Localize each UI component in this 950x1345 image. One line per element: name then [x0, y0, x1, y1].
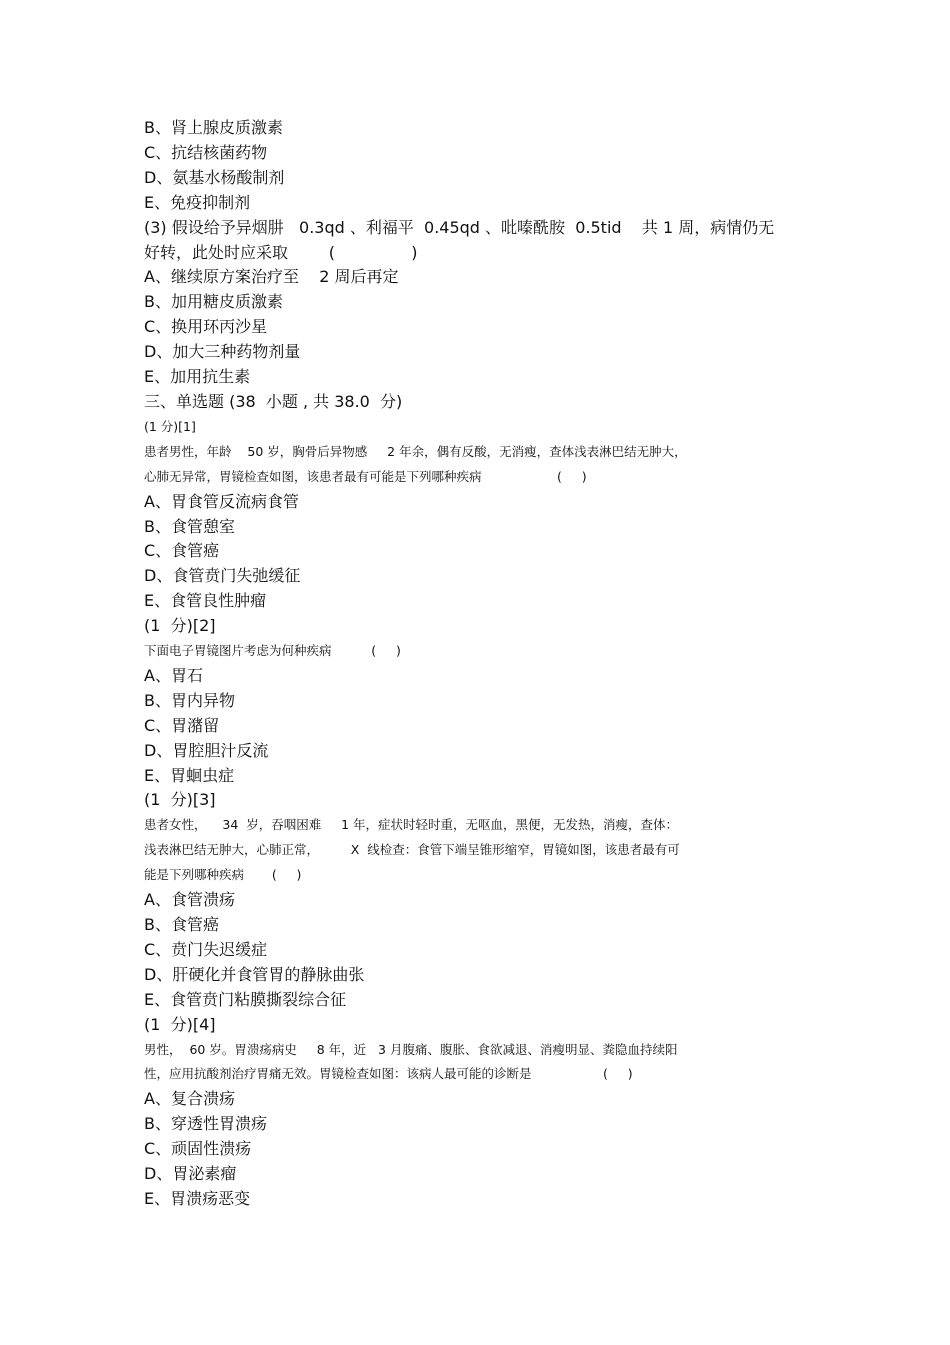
section-title: 三、单选题 (38 小题 , 共 38.0 分) [144, 391, 403, 411]
question-1 [144, 415, 824, 614]
question-stem: 患者女性， 34 岁，吞咽困难 1 年，症状时轻时重，无呕血，黑便，无发热，消瘦，查体： [144, 817, 679, 833]
option-d: D、氨基水杨酸制剂 [144, 167, 285, 187]
question-header: (1 分)[3] [144, 790, 216, 810]
question-3 [144, 788, 824, 1012]
question-stem: 男性， 60 岁。胃溃疡病史 8 年，近 3 月腹痛、腹胀、食欲减退、消瘦明显、粪隐血持续阳 [144, 1041, 678, 1057]
option-a: A、食管溃疡 [144, 890, 235, 910]
question-header: (1 分)[2] [144, 616, 216, 636]
question-stem: 患者男性，年龄 50 岁，胸骨后异物感 2 年余，偶有反酸，无消瘦，查体浅表淋巴结无肿大， [144, 443, 687, 459]
option-c: C、胃潴留 [144, 715, 220, 735]
option-e: E、加用抗生素 [144, 367, 251, 387]
prev-question-options [144, 116, 824, 216]
option-d: D、食管贲门失弛缓征 [144, 566, 301, 586]
option-d: D、胃腔胆汁反流 [144, 740, 269, 760]
option-a: A、胃石 [144, 665, 203, 685]
option-b: B、穿透性胃溃疡 [144, 1114, 267, 1134]
question-stem: 好转，此处时应采取 ( ) [144, 242, 418, 262]
option-d: D、肝硬化并食管胃的静脉曲张 [144, 964, 365, 984]
option-b: B、加用糖皮质激素 [144, 292, 283, 312]
option-d: D、加大三种药物剂量 [144, 342, 301, 362]
option-e: E、胃溃疡恶变 [144, 1188, 251, 1208]
option-a: A、复合溃疡 [144, 1089, 235, 1109]
question-2 [144, 614, 824, 788]
option-e: E、食管良性肿瘤 [144, 591, 267, 611]
option-e: E、胃蛔虫症 [144, 765, 235, 785]
question-header: (1 分)[4] [144, 1014, 216, 1034]
question-4 [144, 1013, 824, 1212]
question-stem: (3) 假设给予异烟肼 0.3qd 、利福平 0.45qd 、吡嗪酰胺 0.5tid 共 1 周，病情仍无 [144, 217, 775, 237]
option-b: B、胃内异物 [144, 690, 235, 710]
option-b: B、食管憩室 [144, 516, 235, 536]
option-c: C、贲门失迟缓症 [144, 939, 268, 959]
question-stem: 下面电子胃镜图片考虑为何种疾病 ( ) [144, 643, 401, 659]
option-e: E、免疫抑制剂 [144, 192, 251, 212]
option-c: C、食管癌 [144, 541, 220, 561]
question-stem: 心肺无异常，胃镜检查如图，该患者最有可能是下列哪种疾病 ( ) [144, 468, 587, 484]
question-stem: 性，应用抗酸剂治疗胃痛无效。胃镜检查如图：该病人最可能的诊断是 ( ) [144, 1066, 633, 1082]
option-c: C、顽固性溃疡 [144, 1139, 252, 1159]
option-a: A、继续原方案治疗至 2 周后再定 [144, 267, 399, 287]
option-c: C、换用环丙沙星 [144, 317, 268, 337]
option-b: B、肾上腺皮质激素 [144, 118, 283, 137]
option-e: E、食管贲门粘膜撕裂综合征 [144, 989, 347, 1009]
option-c: C、抗结核菌药物 [144, 142, 268, 162]
document-page [144, 116, 824, 1212]
question-stem: 能是下列哪种疾病 ( ) [144, 867, 302, 883]
option-a: A、胃食管反流病食管 [144, 491, 299, 511]
option-b: B、食管癌 [144, 915, 219, 934]
sub-question-3 [144, 216, 824, 390]
option-d: D、胃泌素瘤 [144, 1164, 237, 1184]
question-header: (1 分)[1] [144, 418, 196, 434]
question-stem: 浅表淋巴结无肿大，心肺正常， X 线检查：食管下端呈锥形缩窄，胃镜如图，该患者最有可 [144, 842, 680, 858]
